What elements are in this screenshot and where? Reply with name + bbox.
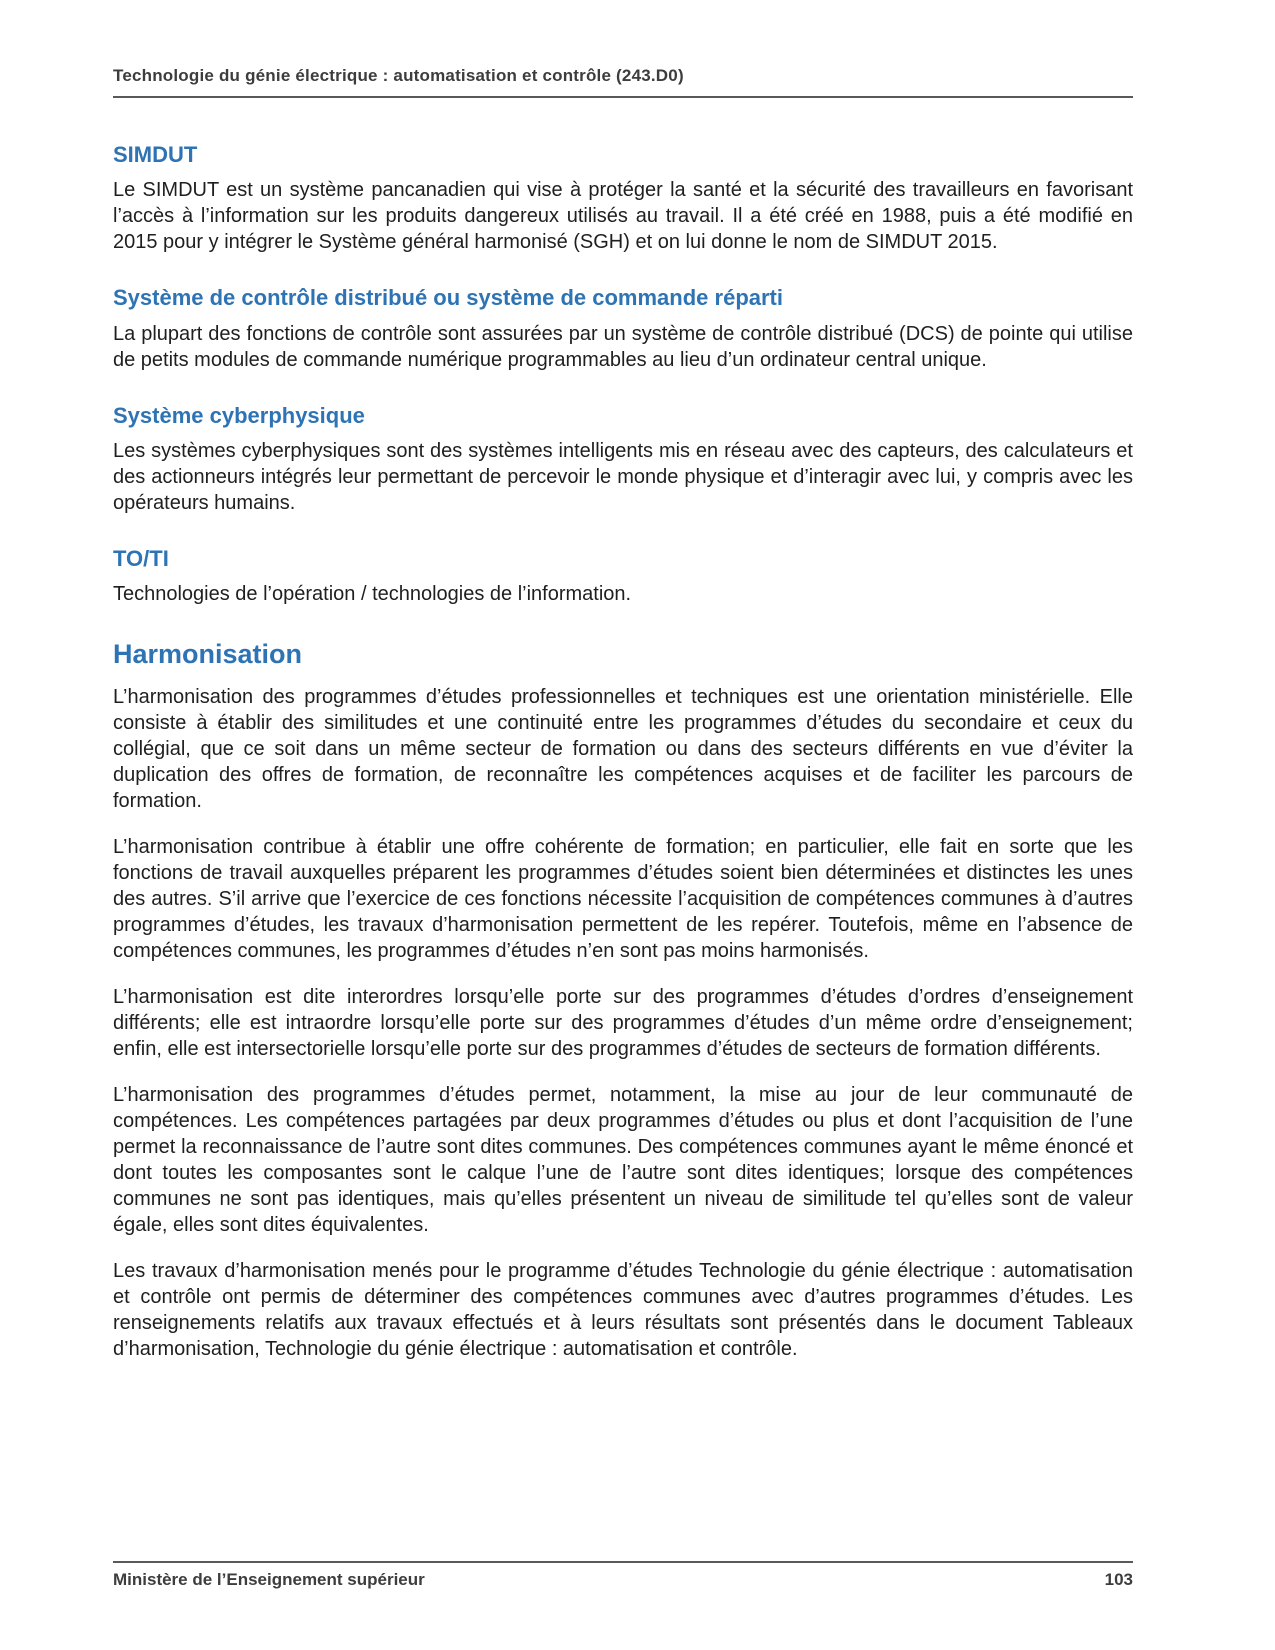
footer-ministry-name: Ministère de l’Enseignement supérieur xyxy=(113,1570,425,1589)
document-body xyxy=(113,112,1133,1382)
paragraph: Les systèmes cyberphysiques sont des systèmes intelligents mis en réseau avec des capteurs, des calculateurs et des actionneurs intégrés leur permettant de percevoir le monde physique et d’interagir avec lui, y compris avec les opérateurs humains. xyxy=(113,439,1133,514)
page-number: 103 xyxy=(1104,1570,1133,1589)
paragraph: La plupart des fonctions de contrôle sont assurées par un système de contrôle distribué (DCS) de pointe qui utilise de petits modules de commande numérique programmables au lieu d’un ordinateur central unique. xyxy=(113,322,1133,371)
section-heading-to-ti: TO/TI xyxy=(113,545,169,571)
paragraph: Les travaux d’harmonisation menés pour le programme d’études Technologie du génie électrique : automatisation et contrôle ont permis de déterminer des compétences communes avec d’autres programmes d’études. Les renseignements relatifs aux travaux effectués et à leurs résultats sont présentés dans le document Tableaux d’harmonisation, Technologie du génie électrique : automatisation et contrôle. xyxy=(113,1260,1133,1361)
page-footer xyxy=(113,1561,1133,1590)
page-header xyxy=(113,66,1133,98)
section-heading-systeme-controle-distribue: Système de contrôle distribué ou système de commande réparti xyxy=(113,285,783,311)
paragraph: L’harmonisation contribue à établir une offre cohérente de formation; en particulier, elle fait en sorte que les fonctions de travail auxquelles préparent les programmes d’études soient bien déterminées et distinctes les unes des autres. S’il arrive que l’exercice de ces fonctions nécessite l’acquisition de compétences communes à d’autres programmes d’études, les travaux d’harmonisation permettent de les repérer. Toutefois, même en l’absence de compétences communes, les programmes d’études n’en sont pas moins harmonisés. xyxy=(113,836,1133,963)
paragraph: L’harmonisation des programmes d’études permet, notamment, la mise au jour de leur communauté de compétences. Les compétences partagées par deux programmes d’études ou plus et dont l’acquisition de l’une permet la reconnaissance de l’autre sont dites communes. Des compétences communes ayant le même énoncé et dont toutes les composantes sont le calque l’une de l’autre sont dites identiques; lorsque des compétences communes ne sont pas identiques, mais qu’elles présentent un niveau de similitude tel qu’elles sont de valeur égale, elles sont dites équivalentes. xyxy=(113,1084,1133,1237)
running-header-title: Technologie du génie électrique : automatisation et contrôle (243.D0) xyxy=(113,66,684,85)
paragraph: Technologies de l’opération / technologies de l’information. xyxy=(113,583,632,606)
paragraph: Le SIMDUT est un système pancanadien qui vise à protéger la santé et la sécurité des travailleurs en favorisant l’accès à l’information sur les produits dangereux utilisés au travail. Il a été créé en 1988, puis a été modifié en 2015 pour y intégrer le Système général harmonisé (SGH) et on lui donne le nom de SIMDUT 2015. xyxy=(113,179,1133,254)
paragraph: L’harmonisation des programmes d’études professionnelles et techniques est une orientation ministérielle. Elle consiste à établir des similitudes et une continuité entre les programmes d’études du secondaire et ceux du collégial, que ce soit dans un même secteur de formation ou dans des secteurs différents en vue d’éviter la duplication des offres de formation, de reconnaître les compétences acquises et de faciliter les parcours de formation. xyxy=(113,686,1133,813)
section-heading-simdut: SIMDUT xyxy=(113,142,198,167)
section-heading-systeme-cyberphysique: Système cyberphysique xyxy=(113,402,365,428)
paragraph: L’harmonisation est dite interordres lorsqu’elle porte sur des programmes d’études d’ordres d’enseignement différents; elle est intraordre lorsqu’elle porte sur des programmes d’études d’un même ordre d’enseignement; enfin, elle est intersectorielle lorsqu’elle porte sur des programmes d’études de secteurs de formation différents. xyxy=(113,986,1133,1061)
section-heading-harmonisation: Harmonisation xyxy=(113,639,303,670)
